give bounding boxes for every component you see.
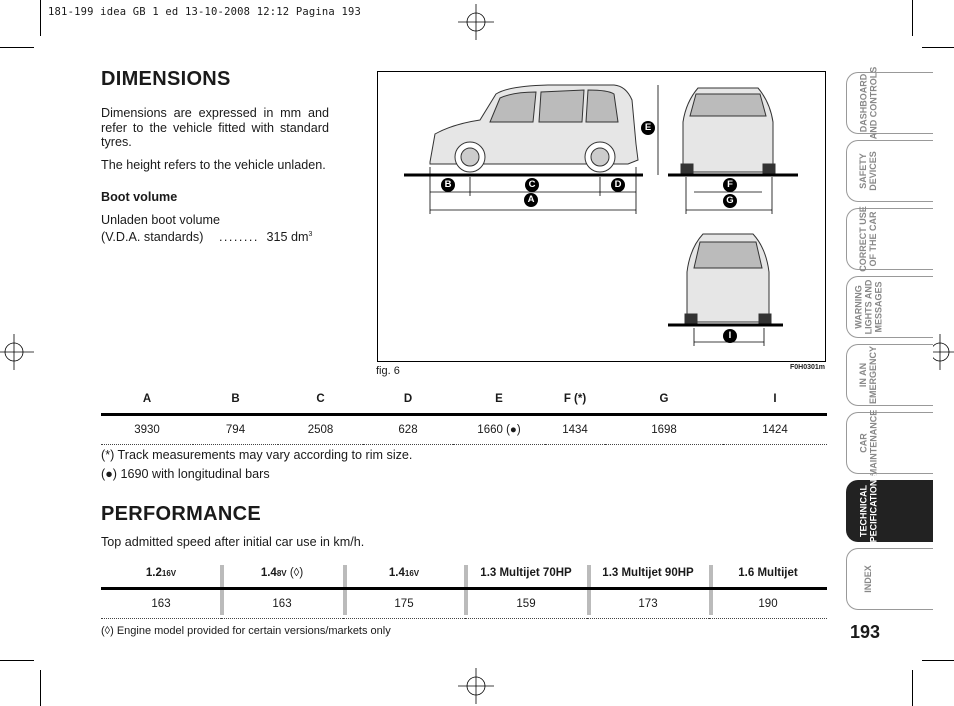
engine-footnote: (◊) Engine model provided for certain versions/markets only [101, 625, 391, 637]
table-row [101, 415, 827, 445]
table-header-cell: F (*) [545, 385, 605, 415]
marker-a: A [524, 193, 538, 207]
track-footnote: (*) Track measurements may vary according to rim size. [101, 448, 413, 462]
boot-volume-line2 [101, 228, 341, 245]
tab-technical-specifications[interactable]: TECHNICAL SPECIFICATIONS [846, 480, 933, 542]
table-cell: 159 [465, 589, 587, 619]
table-cell: 163 [101, 589, 221, 619]
table-cell: 794 [193, 415, 278, 445]
marker-f: F [723, 178, 737, 192]
tab-correct-use[interactable]: CORRECT USE OF THE CAR [846, 208, 933, 270]
tab-warning-lights[interactable]: WARNING LIGHTS AND MESSAGES [846, 276, 933, 338]
tab-dashboard-and-controls[interactable]: DASHBOARD AND CONTROLS [846, 72, 933, 134]
marker-d: D [611, 178, 625, 192]
table-cell: 1698 [605, 415, 723, 445]
crop-mark [40, 670, 41, 706]
crop-mark [40, 0, 41, 36]
dimensions-intro: Dimensions are expressed in mm and refer to the vehicle fitted with standard tyres. [101, 106, 329, 149]
table-header-cell: B [193, 385, 278, 415]
dimensions-heading: DIMENSIONS [101, 68, 231, 90]
table-cell: 173 [587, 589, 709, 619]
performance-header-row [101, 559, 827, 589]
table-header-cell: E [453, 385, 545, 415]
car-side-view [430, 85, 638, 172]
table-header-cell: D [363, 385, 453, 415]
print-slug: 181-199 idea GB 1 ed 13-10-2008 12:12 Pagina 193 [48, 6, 362, 18]
crop-mark [0, 660, 34, 661]
registration-mark-icon [0, 334, 34, 370]
crop-mark [912, 0, 913, 36]
figure-code: F0H0301m [790, 364, 826, 371]
marker-i: I [723, 329, 737, 343]
boot-standard-label: (V.D.A. standards) [101, 230, 204, 245]
table-cell: 3930 [101, 415, 193, 445]
table-header-cell: 1.3 Multijet 90HP [587, 559, 709, 589]
crop-mark [912, 670, 913, 706]
marker-e: E [641, 121, 655, 135]
table-header-cell: C [278, 385, 363, 415]
vehicle-dimensions-figure [377, 71, 826, 362]
table-header-cell: A [101, 385, 193, 415]
marker-b: B [441, 178, 455, 192]
marker-c: C [525, 178, 539, 192]
boot-volume-line1: Unladen boot volume [101, 213, 221, 227]
boot-leader-dots: ........ [218, 230, 259, 245]
performance-heading: PERFORMANCE [101, 503, 261, 525]
table-cell: 1434 [545, 415, 605, 445]
bars-footnote: (●) 1690 with longitudinal bars [101, 467, 270, 481]
marker-g: G [723, 194, 737, 208]
table-row [101, 589, 827, 619]
registration-mark-icon [458, 668, 494, 704]
dimensions-table [101, 385, 827, 445]
performance-table [101, 559, 827, 619]
crop-mark [0, 47, 34, 48]
boot-volume-heading: Boot volume [101, 190, 178, 204]
tab-safety-devices[interactable]: SAFETY DEVICES [846, 140, 933, 202]
table-header-cell: G [605, 385, 723, 415]
tab-index[interactable]: INDEX [846, 548, 933, 610]
registration-mark-icon [458, 4, 494, 40]
table-cell: 163 [221, 589, 343, 619]
boot-volume-value: 315 dm [266, 230, 309, 245]
performance-intro: Top admitted speed after initial car use in km/h. [101, 535, 365, 549]
table-cell: 190 [709, 589, 827, 619]
table-header-cell: 1.216V [101, 559, 221, 589]
tab-in-an-emergency[interactable]: IN AN EMERGENCY [846, 344, 933, 406]
table-header-cell: 1.3 Multijet 70HP [465, 559, 587, 589]
car-rear-view [685, 234, 771, 326]
figure-caption: fig. 6 [376, 365, 400, 377]
table-header-cell: 1.48V (◊) [221, 559, 343, 589]
height-note: The height refers to the vehicle unladen. [101, 158, 326, 172]
table-cell: 175 [343, 589, 465, 619]
table-header-cell: 1.6 Multijet [709, 559, 827, 589]
car-front-view [681, 88, 775, 176]
table-cell: 2508 [278, 415, 363, 445]
table-header-cell: 1.416V [343, 559, 465, 589]
page-number: 193 [850, 622, 881, 642]
dimensions-header-row [101, 385, 827, 415]
crop-mark [922, 660, 954, 661]
table-header-cell: I [723, 385, 827, 415]
boot-volume-unit-sup: 3 [308, 231, 313, 238]
table-cell: 628 [363, 415, 453, 445]
tab-car-maintenance[interactable]: CAR MAINTENANCE [846, 412, 933, 474]
car-drawings-svg [378, 72, 825, 361]
crop-mark [922, 47, 954, 48]
table-cell: 1424 [723, 415, 827, 445]
table-cell: 1660 (●) [453, 415, 545, 445]
